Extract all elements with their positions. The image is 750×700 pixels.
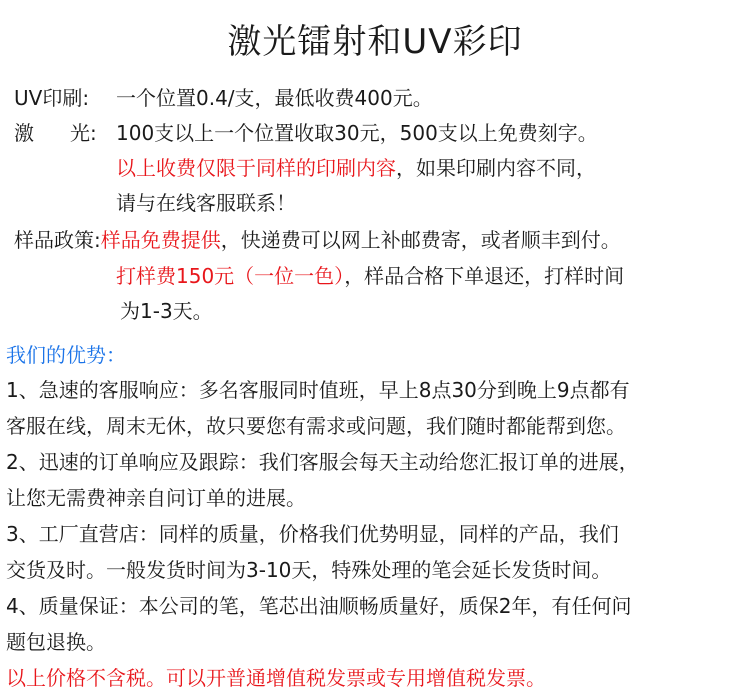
laser-red-note: 以上收费仅限于同样的印刷内容 xyxy=(116,156,396,180)
page-title: 激光镭射和UV彩印 xyxy=(227,22,523,62)
sample-label: 样品政策: xyxy=(14,228,101,252)
sample-text2: ，样品合格下单退还，打样时间 xyxy=(344,264,625,288)
uv-row xyxy=(14,86,433,110)
advantage-item1-line2: 客服在线，周末无休，故只要您有需求或问题，我们随时都能帮到您。 xyxy=(6,414,626,438)
advantage-item3-line2: 交货及时。一般发货时间为3-10天，特殊处理的笔会延长发货时间。 xyxy=(6,558,612,582)
advantage-item4-line1: 4、质量保证：本公司的笔，笔芯出油顺畅质量好，质保2年，有任何问 xyxy=(6,594,632,618)
laser-row xyxy=(14,121,598,145)
sample-text3: 为1-3天。 xyxy=(120,299,213,323)
uv-label: UV印刷: xyxy=(14,86,90,110)
laser-note-row xyxy=(116,156,596,180)
sample-text1: ，快递费可以网上补邮费寄，或者顺丰到付。 xyxy=(220,228,621,252)
sample-row xyxy=(14,228,621,252)
laser-label-a: 激 xyxy=(14,121,34,145)
laser-note-rest: ，如果印刷内容不同， xyxy=(396,156,596,180)
advantage-item2-line2: 让您无需费神亲自问订单的进展。 xyxy=(6,486,306,510)
laser-label-b: 光: xyxy=(70,121,97,145)
advantage-item2-line1: 2、迅速的订单响应及跟踪：我们客服会每天主动给您汇报订单的进展， xyxy=(6,450,639,474)
sample-red2: 打样费150元（一位一色） xyxy=(116,264,345,288)
laser-note-line2: 请与在线客服联系！ xyxy=(116,191,296,215)
footer-tax-note: 以上价格不含税。可以开普通增值税发票或专用增值税发票。 xyxy=(6,666,546,690)
advantage-item1-line1: 1、急速的客服响应：多名客服同时值班，早上8点30分到晚上9点都有 xyxy=(6,378,630,402)
laser-label xyxy=(14,121,116,145)
laser-text: 100支以上一个位置收取30元，500支以上免费刻字。 xyxy=(116,121,598,145)
sample-red1: 样品免费提供 xyxy=(100,228,221,252)
sample-row2 xyxy=(116,264,624,288)
advantage-item4-line2: 题包退换。 xyxy=(6,630,106,654)
advantage-item3-line1: 3、工厂直营店：同样的质量，价格我们优势明显，同样的产品，我们 xyxy=(6,522,619,546)
advantages-heading: 我们的优势： xyxy=(6,343,126,367)
uv-text: 一个位置0.4/支，最低收费400元。 xyxy=(116,86,433,110)
